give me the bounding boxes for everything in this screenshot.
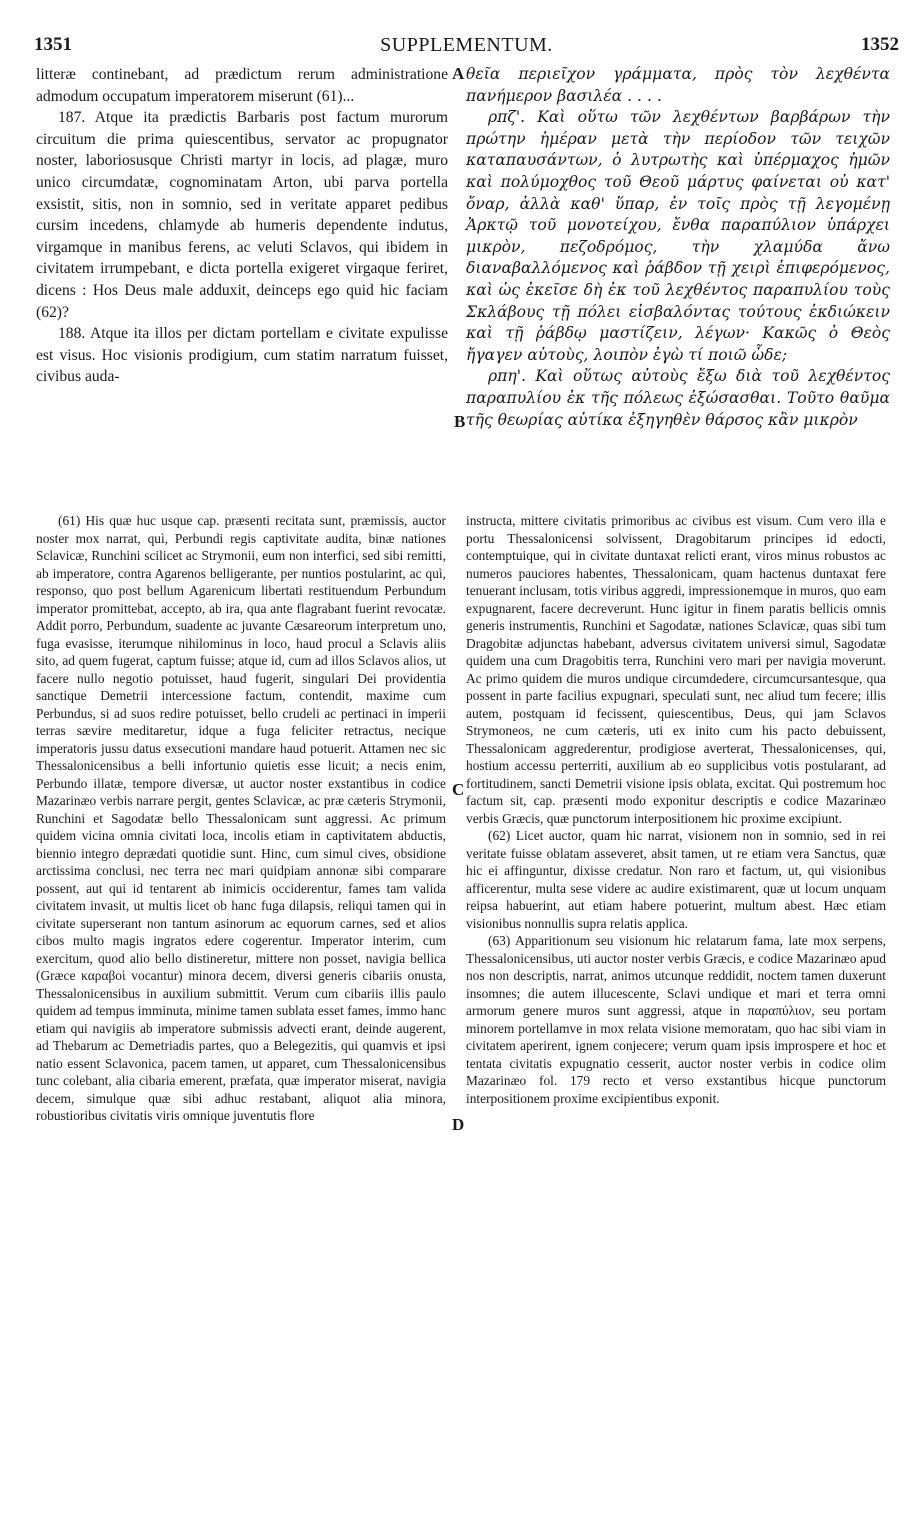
greek-paragraph-188: ρπη'. Καὶ οὕτως αὐτοὺς ἔξω διὰ τοῦ λεχθέντος παραπυλίου ἐκ τῆς πόλεως ἐξώσασθαι. Τοῦτο θαῦμα τῆς θεωρίας αὐτίκα ἐξηγηθὲν θάρσος κἂν μικρὸν [466,367,890,429]
section-marker-d: D [452,1115,465,1134]
section-marker-b: B [454,412,466,431]
page-number-left: 1351 [34,34,72,55]
greek-paragraph-intro: θεῖα περιεῖχον γράμματα, πρὸς τὸν λεχθέντα πανήμερον βασιλέα . . . . [466,65,890,105]
latin-paragraph-188: 188. Atque ita illos per dictam portellam e civitate expulisse est visus. Hoc visionis prodigium, cum statim narratum fuisset, civibus auda- [36,325,448,386]
section-marker-a: A [452,64,465,83]
page-header [34,34,899,60]
main-text-latin [36,64,448,388]
section-marker-c: C [452,780,465,799]
note-61-continued: instructa, mittere civitatis primoribus ac civibus est visum. Cum vero illa e portu Thessalonicensi solvissent, Dragobitarum principes id edocti, contemptuique, qui in civitate duntaxat relicti erant, viros minus robustos ac numeros pauciores habentes, Thessalonicam, quam hactenus duntaxat fere tenuerant inclusam, totis viribus aggredi, impressionemque in muros, quo eam expugnarent, facere decreverunt. Hunc igitur in finem paratis bellicis omnis generis instrumentis, Runchini et Sagodatæ, nationes Sclavicæ, quas sibi tum Dragobitæ adjunctas habebant, adversus civitatem universi simul, Sagodatæ quidem una cum Dragobitis terra, Runchini vero mari per navigia moverunt. Ac primo quidem die muros undique circumdedere, circumcursantesque, qua possent in parte facilius expugnari, speculati sunt, nec aliud tum fecere; illis autem, postquam id fecissent, quiescentibus, Deus, qui jam Sclavos Strymoneos, ne cum cæteris, uti ex inito cum his pacto debuissent, Thessalonicam aggrederentur, prodigiose averterat, Thessalonicenses, qui, hostium accessu perterriti, auxilium ab eo supplicibus votis postularant, ad fortitudinem, sancti Demetrii visione ipsis oblata, excitat. Quì postremum hoc factum sit, cap. præsenti modo exponitur descriptis e codice Mazarinæo verbis Græcis, quæ punctorum interpositionem hic proxime excipiunt. [466,513,886,826]
latin-paragraph-intro: litteræ continebant, ad prædictum rerum administratione admodum occupatum imperatorem miserunt (61)... [36,66,448,105]
page-number-right: 1352 [861,34,899,55]
latin-paragraph-187: 187. Atque ita prædictis Barbaris post factum murorum circuitum die prima quiescentibus, servator ac propugnator noster, laboriosusque Christi martyr in locis, ad plagæ, muro unico circumdatæ, cognominatam Arton, ubi parva portella exsistit, sitis, non in somnio, sed in veritate apparet pedibus cursim incedens, chlamyde ab humeris dependente indutus, virgamque in manibus ferens, ac veluti Sclavos, qui ibidem in civitatem irrumpebant, e dicta portella exigeret virgaque feriret, dicens : Hos Deus male adduxit, deinceps ego quid hic faciam (62)? [36,109,448,321]
notes-left-column [36,512,446,1125]
note-61: (61) His quæ huc usque cap. præsenti recitata sunt, præmissis, auctor noster mox narrat, quì, Perbundi regis captivitate audita, binæ nationes Sclavicæ, Runchini scilicet ac Strymonii, eum non interfici, sed sibi remitti, ab imperatore, contra Agarenos belligerante, per nuntios postularint, ac quì, responso, quo post bellum Agarenicum libertati restituendum Perbundum imperator promittebat, accepto, ab ira, qua ante flagrabant fuerint revocatæ. Addit porro, Perbundum, suadente ac juvante Cæsareorum interpretum uno, fuga evasisse, iterumque nihilominus in loco, haud procul a Sclavis aliis sito, ad quem fugerat, captum fuisse; atque id, cum ad illos Sclavos alios, ut facere nullo negotio potuisset, haud fugerit, singulari Dei providentia sanctique Demetrii intercessione factum, contendit, maxime cum Perbundus, si ad suos redire potuisset, bello crudeli ac pertinaci in imperii terras sævire meditaretur, idque a fuga feliciter retractus, necique imperatoris jussu datus exsecutioni mandare haud potuerit. Attamen nec sic Thessalonicensibus a belli infortunio quietis esse licuit; a necis enim, Perbundo illatæ, tempore diversæ, ut auctor noster exstantibus in codice Mazarinæo verbis narrare pergit, gentes Sclavicæ, ac præ cæteris Strymonii, Runchini et Sagodatæ bello Thessalonicam sunt aggressi. Ac primum quidem vicina omnia civitati loca, incolis etiam in captivitatem abductis, biennio integro deprædati quotidie sunt. Hinc, cum simul cives, obsidione arctissima conclusi, nec terra nec mari quidpiam annonæ sibi comparare possent, aut qui id tentarent ab inimicis occiderentur, fames tam valida civitatem invasit, ut multis licet ob hanc fuga dilapsis, reliqui tamen qui in civitate superserant non tantum asinorum ac equorum carnes, sed et alios cibos multo magis ingratos edere cogerentur. Imperator interim, cum exercitum, quod alio bello distineretur, mittere non posset, navigia bellica (Græce καραβοὶ vocantur) minora decem, diversi generis cibariis onusta, Thessalonicensibus in auxilium submittit. Verum cum cibariis illis paulo quidem ad tempus imminuta, minime tamen sublata esset fames, immo hanc etiam qui navigiis ab imperatore submissis advecti erant, deinde augerent, ad Thebarum ac Demetriadis partes, quo a Belegezitis, qui quamvis et ipsi natio essent Sclavonica, pacem tamen, ut apparet, cum Thessalonicensibus tunc colebant, alia cibaria emerent, præfata, quæ imperator miserat, navigia decem, simulque quæ sibi adhuc restabant, aliquot alia minora, robustioribus civitatis viris omnique juventutis flore [36,513,446,1123]
main-text-greek [466,64,890,431]
note-62: (62) Licet auctor, quam hic narrat, visionem non in somnio, sed in rei veritate fuisse oblatam asseveret, absit tamen, ut re etiam vera Sanctus, quæ hic ei affinguntur, dixisse credatur. Non raro et factum, ut, qui visionibus afficerentur, multa sese videre ac audire existimarent, quæ ut locum unquam reipsa habuerint, aut etiam habere potuerint, multum abest. Hæc etiam visionibus nonnullis supra relatis applica. [466,828,886,931]
running-title: SUPPLEMENTUM. [380,34,553,56]
note-63: (63) Apparitionum seu visionum hic relatarum fama, late mox serpens, Thessalonicensibus, uti auctor noster verbis Græcis, e codice Mazarinæo apud nos non descriptis, narrat, animos utcunque reddidit, noctem tamen duxerunt insomnes; die autem illucescente, Sclavi undique et mari et terra omni armorum genere muros sunt aggressi, atque in παραπύλιον, seu portam minorem portellamve in mox relata visione memoratam, quo hac sibi viam in civitatem aperirent, ignem conjecere; verum quam ipsis improspere et hoc et tentata civitatis expugnatio cesserit, auctor noster verbis in codice olim Mazarinæo fol. 179 recto et verso exstantibus hicque punctorum interpositionem proxime excipientibus exponit. [466,933,886,1106]
greek-paragraph-187: ρπζ'. Καὶ οὕτω τῶν λεχθέντων βαρβάρων τὴν πρώτην ἡμέραν μετὰ τὴν περίοδον τῶν τειχῶν καταπαυσάντων, ὁ λυτρωτὴς καὶ ὑπέρμαχος ἡμῶν καὶ πολύμοχθος τοῦ Θεοῦ μάρτυς φαίνεται οὐ κατ' ὄναρ, ἀλλὰ καθ' ὕπαρ, ἐν τοῖς πρὸς τῇ λεγομένῃ Ἀρκτῷ τοῦ μονοτείχου, ἔνθα παραπύλιον ὑπάρχει μικρὸν, πεζοδρόμος, τὴν χλαμύδα ἄνω διαναβαλλόμενος καὶ ῥάβδον τῇ χειρὶ ἐπιφερόμενος, καὶ ὡς ἐκεῖσε δὴ ἐκ τοῦ λεχθέντος παραπυλίου τοὺς Σκλάβους τῇ πόλει εἰσβαλόντας τούτους ἐκδιώκειν καὶ τῇ ῥάβδῳ μαστίζειν, λέγων· Κακῶς ὁ Θεὸς ἤγαγεν αὐτοὺς, λοιπὸν ἐγὼ τί ποιῶ ὧδε; [466,108,890,364]
notes-right-column [466,512,886,1107]
